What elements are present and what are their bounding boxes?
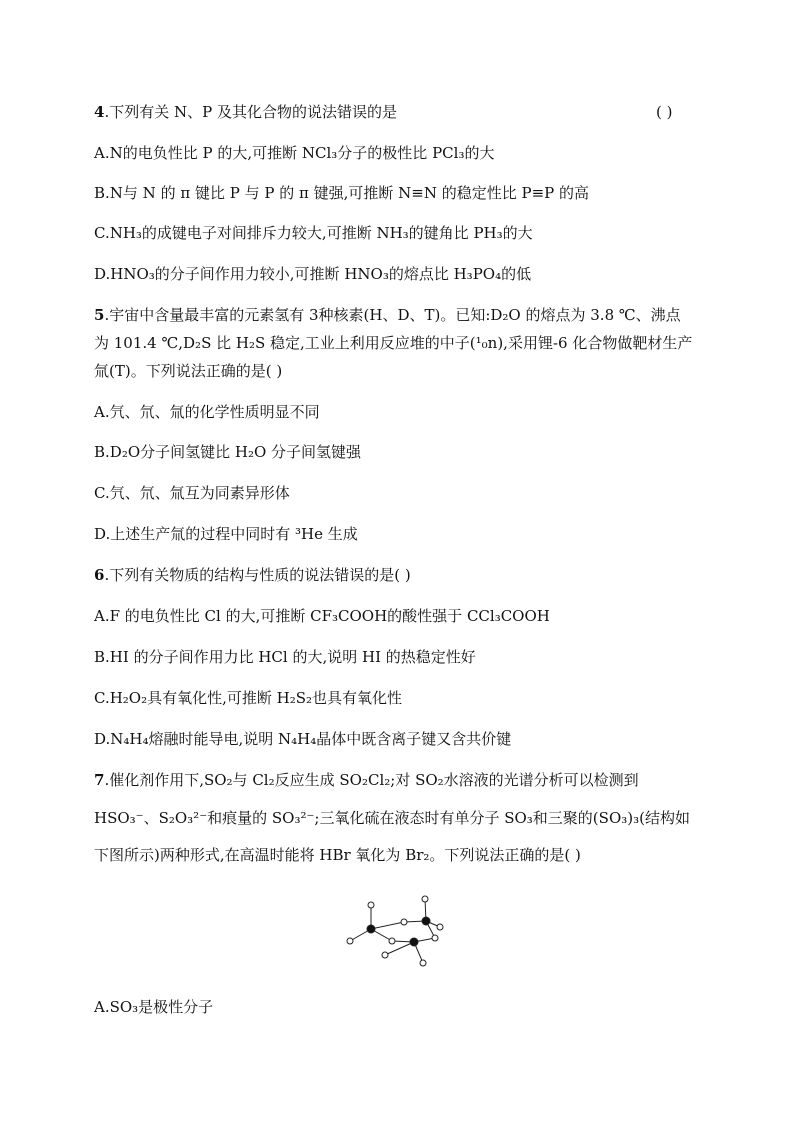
q4-option-b: B.N与 N 的 π 键比 P 与 P 的 π 键强,可推断 N≡N 的稳定性比 P≡P 的高 [94,184,590,202]
q5-option-d: D.上述生产氚的过程中同时有 ³He 生成 [94,525,358,543]
q6-option-a: A.F 的电负性比 Cl 的大,可推断 CF₃COOH的酸性强于 CCl₃COOH [94,607,550,625]
answer-paren: ( ) [656,103,673,121]
sulfur-atom [410,938,418,946]
q7-option-a: A.SO₃是极性分子 [94,998,214,1016]
oxygen-atom [347,938,353,944]
q5-option-a: A.氕、氘、氚的化学性质明显不同 [94,403,320,421]
sulfur-atom [422,917,430,925]
q6-option-c: C.H₂O₂具有氧化性,可推断 H₂S₂也具有氧化性 [94,689,403,707]
q4-option-c: C.NH₃的成键电子对间排斥力较大,可推断 NH₃的键角比 PH₃的大 [94,224,533,242]
q4-option-d: D.HNO₃的分子间作用力较小,可推断 HNO₃的熔点比 H₃PO₄的低 [94,265,532,283]
question-text: .下列有关 N、P 及其化合物的说法错误的是 [104,103,397,121]
oxygen-atom [389,938,395,944]
question-number: 6 [94,566,105,584]
question-7-stem-line2: HSO₃⁻、S₂O₃²⁻和痕量的 SO₃²⁻;三氧化硫在液态时有单分子 SO₃和三聚的(SO₃)₃(结构如 [94,809,690,827]
question-5-stem-line2: 为 101.4 ℃,D₂S 比 H₂S 稳定,工业上利用反应堆的中子(¹₀n),采用锂-6 化合物做靶材生产 [94,334,693,352]
question-4-stem [94,102,397,122]
oxygen-atom [437,924,443,930]
oxygen-atom [368,902,374,908]
question-5-stem-line3: 氚(T)。下列说法正确的是( ) [94,362,283,380]
question-7-stem-line3: 下图所示)两种形式,在高温时能将 HBr 氧化为 Br₂。下列说法正确的是( ) [94,846,581,864]
q6-option-b: B.HI 的分子间作用力比 HCl 的大,说明 HI 的热稳定性好 [94,648,476,666]
oxygen-atom [432,935,438,941]
oxygen-atom [401,919,407,925]
question-text: .宇宙中含量最丰富的元素氢有 3种核素(H、D、T)。已知:D₂O 的熔点为 3.8 ℃、沸点 [104,306,681,324]
question-number: 5 [94,306,105,324]
trimer-structure-figure [338,892,458,972]
question-number: 4 [94,103,105,121]
q5-option-c: C.氕、氘、氚互为同素异形体 [94,484,290,502]
question-text: .下列有关物质的结构与性质的说法错误的是( ) [104,566,411,584]
question-7-stem-line1 [94,770,639,790]
oxygen-atom [420,960,426,966]
question-text: .催化剂作用下,SO₂与 Cl₂反应生成 SO₂Cl₂;对 SO₂水溶液的光谱分析可以检测到 [104,771,639,789]
oxygen-atom [382,952,388,958]
q6-option-d: D.N₄H₄熔融时能导电,说明 N₄H₄晶体中既含离子键又含共价键 [94,730,512,748]
question-5-stem-line1 [94,305,681,325]
q4-option-a: A.N的电负性比 P 的大,可推断 NCl₃分子的极性比 PCl₃的大 [94,144,495,162]
question-6-stem [94,565,411,585]
q5-option-b: B.D₂O分子间氢键比 H₂O 分子间氢键强 [94,443,362,461]
oxygen-atom [422,896,428,902]
sulfur-atom [367,925,375,933]
question-number: 7 [94,771,105,789]
